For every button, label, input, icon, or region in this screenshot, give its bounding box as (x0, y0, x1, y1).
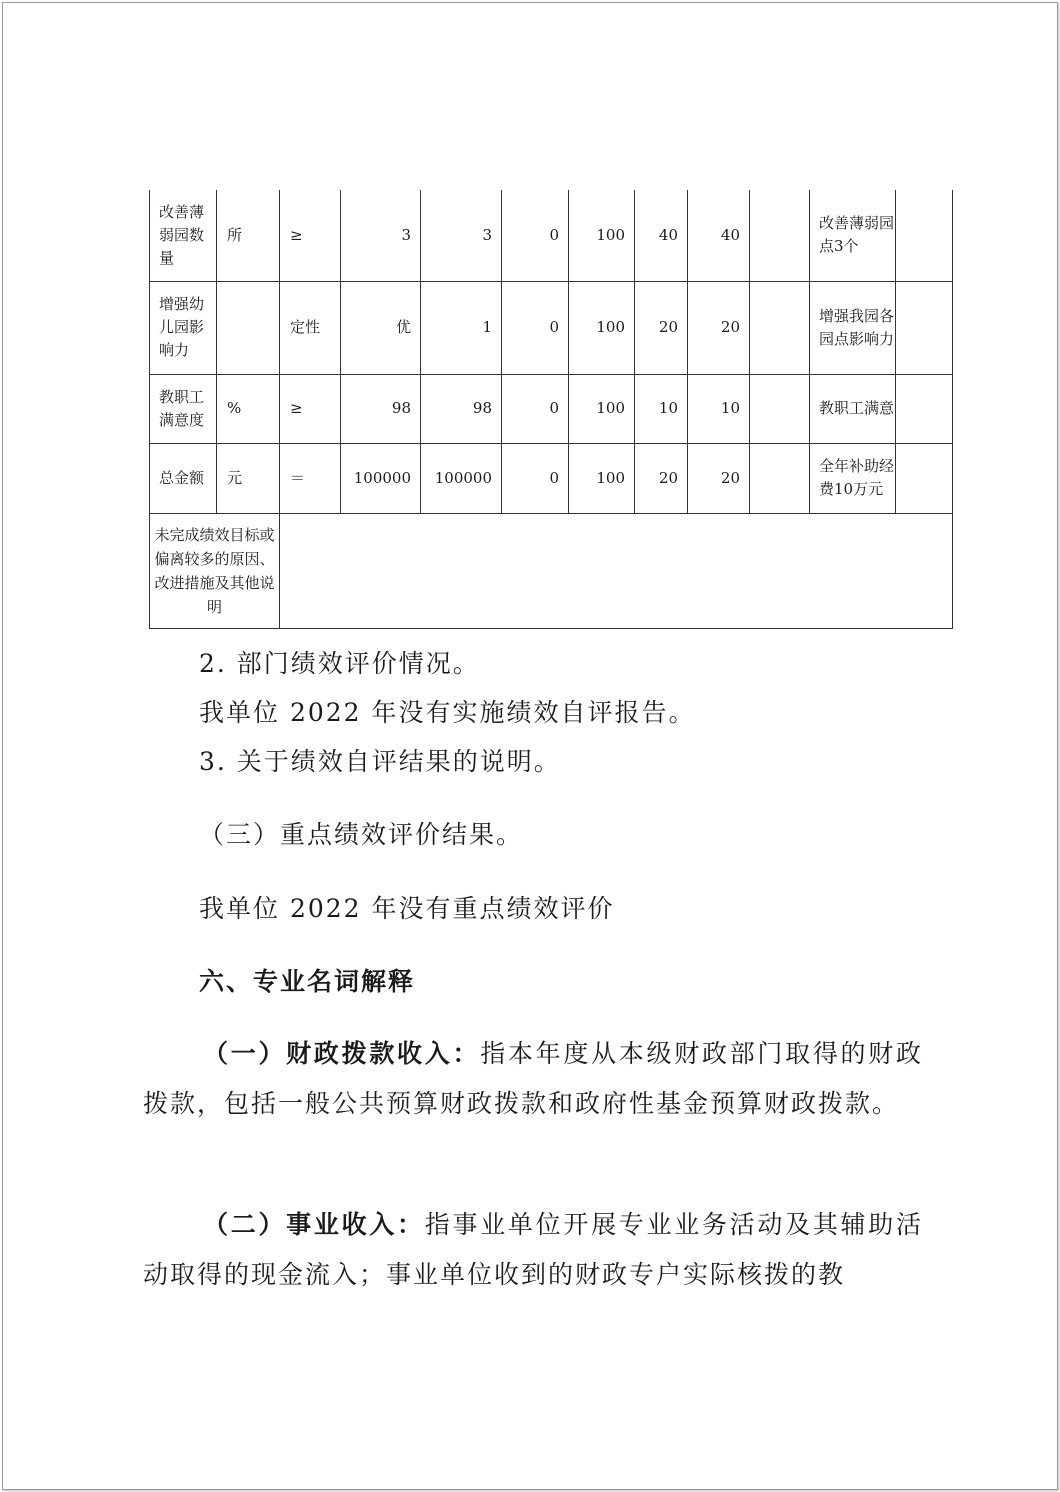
score-cell: 40 (688, 190, 750, 281)
blank-cell (750, 281, 810, 374)
empty-cell (896, 374, 953, 443)
section-heading-glossary: 六、专业名词解释 (199, 967, 416, 996)
definition-business-income (143, 1200, 923, 1300)
weight-cell: 20 (635, 443, 688, 513)
target-cell: 优 (341, 281, 421, 374)
target-cell: 3 (341, 190, 421, 281)
deviation-cell: 0 (502, 443, 569, 513)
footer-value (280, 513, 953, 628)
rate-cell: 100 (569, 374, 635, 443)
footer-label: 未完成绩效目标或偏离较多的原因、改进措施及其他说明 (150, 513, 280, 628)
blank-cell (750, 443, 810, 513)
deviation-cell: 0 (502, 374, 569, 443)
weight-cell: 20 (635, 281, 688, 374)
table-row (150, 190, 953, 281)
symbol-cell: ＝ (280, 443, 341, 513)
empty-cell (896, 190, 953, 281)
target-cell: 100000 (341, 443, 421, 513)
rate-cell: 100 (569, 443, 635, 513)
symbol-cell: ≥ (280, 374, 341, 443)
unit-cell (217, 281, 280, 374)
unit-cell: % (217, 374, 280, 443)
rate-cell: 100 (569, 281, 635, 374)
indicator-name: 总金额 (150, 443, 217, 513)
actual-cell: 3 (421, 190, 502, 281)
paragraph-no-key-eval: 我单位 2022 年没有重点绩效评价 (199, 894, 615, 923)
score-cell: 20 (688, 281, 750, 374)
deviation-cell: 0 (502, 190, 569, 281)
definition-term: （一）财政拨款收入： (203, 1039, 481, 1068)
table-row (150, 281, 953, 374)
table-row (150, 443, 953, 513)
note-cell: 全年补助经费10万元 (810, 443, 896, 513)
blank-cell (750, 190, 810, 281)
symbol-cell: 定性 (280, 281, 341, 374)
definition-body: 指事业单位开展专业业务活动及其辅助活动取得的现金流入；事业单位收到的财政专户实际核拨的教 (143, 1210, 923, 1289)
actual-cell: 98 (421, 374, 502, 443)
note-cell: 改善薄弱园点3个 (810, 190, 896, 281)
definition-term: （二）事业收入： (203, 1210, 425, 1239)
definition-body: 指本年度从本级财政部门取得的财政拨款，包括一般公共预算财政拨款和政府性基金预算财政拨款。 (143, 1039, 923, 1118)
table-row (150, 374, 953, 443)
paragraph-self-eval-note: 3. 关于绩效自评结果的说明。 (199, 747, 561, 776)
symbol-cell: ≥ (280, 190, 341, 281)
weight-cell: 40 (635, 190, 688, 281)
indicator-name: 教职工满意度 (150, 374, 217, 443)
rate-cell: 100 (569, 190, 635, 281)
score-cell: 10 (688, 374, 750, 443)
paragraph-dept-evaluation: 2. 部门绩效评价情况。 (199, 649, 480, 678)
paragraph-no-self-eval: 我单位 2022 年没有实施绩效自评报告。 (199, 698, 696, 727)
actual-cell: 100000 (421, 443, 502, 513)
table-footer-row (150, 513, 953, 628)
note-cell: 教职工满意 (810, 374, 896, 443)
empty-cell (896, 443, 953, 513)
weight-cell: 10 (635, 374, 688, 443)
unit-cell: 元 (217, 443, 280, 513)
unit-cell: 所 (217, 190, 280, 281)
actual-cell: 1 (421, 281, 502, 374)
empty-cell (896, 281, 953, 374)
heading-key-evaluation: （三）重点绩效评价结果。 (199, 820, 524, 849)
indicator-name: 改善薄弱园数量 (150, 190, 217, 281)
deviation-cell: 0 (502, 281, 569, 374)
blank-cell (750, 374, 810, 443)
note-cell: 增强我园各园点影响力 (810, 281, 896, 374)
performance-table (149, 190, 953, 629)
indicator-name: 增强幼儿园影响力 (150, 281, 217, 374)
definition-fiscal-appropriation (143, 1029, 923, 1129)
score-cell: 20 (688, 443, 750, 513)
target-cell: 98 (341, 374, 421, 443)
